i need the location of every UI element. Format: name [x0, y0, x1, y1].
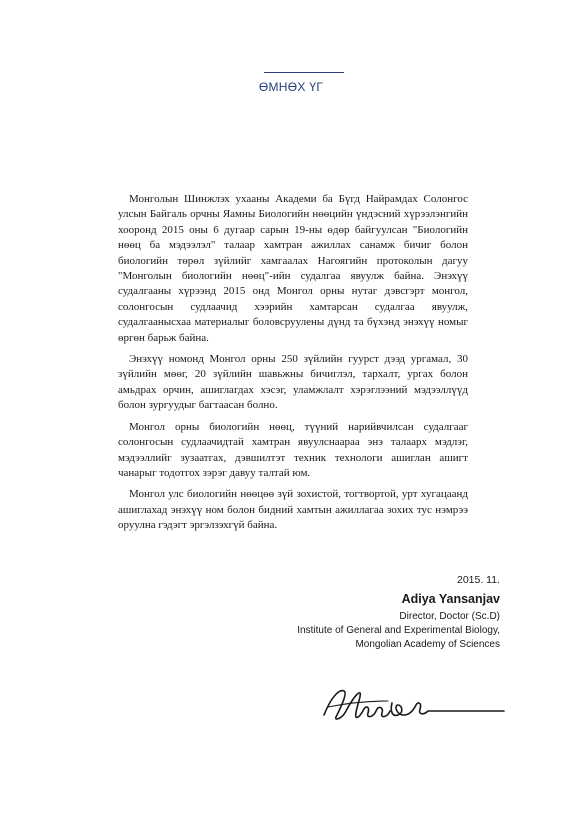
signature-date: 2015. 11.	[456, 574, 500, 586]
paragraph-2: Энэхүү номонд Монгол орны 250 зүйлийн гуурст дээд ургамал, 30 зүйлийн мөөг, 20 зүйлийн шавьжны бичиглэл, тархалт, ургах болон амьдрах орчин, ашиглагдах хэсэг, уламжлалт хэрэглээний мэдээллүүд болон зургуудыг багтаасан болно.	[118, 353, 468, 412]
signatory-name: Adiya Yansanjav	[401, 592, 500, 606]
paragraph-3: Монгол орны биологийн нөөц, түүний нарийвчилсан судалгааг солонгосын судлаачидтай хамтран явуулснаараа энэ талаарх мэдлэг, мэдээллийг зузаатгах, дэвшилтэт техник технологи ашиглан ашигт чанарыг тодотгох зэрэг давуу талтай юм.	[118, 420, 468, 479]
page-title: ӨМНӨХ ҮГ	[258, 80, 324, 94]
signature-block	[240, 574, 500, 652]
heading-rule	[264, 72, 344, 73]
paragraph-1: Монголын Шинжлэх ухааны Академи ба Бүгд Найрамдах Солонгос улсын Байгаль орчны Яамны Биологийн нөөцийн үндэсний хүрээлэнгийн хооронд 2015 оны 6 дугаар сарын 19-ны өдөр байгуулсан "Биологийн нөөц ба мэдээлэл" талаар хамтран ажиллах санамж бичиг болон биологийн төрөл зүйлийг хамгаалах Нагоягийн протоколын дагуу "Монголын биологийн нөөц"-ийн судалгаа явуулж байна. Энэхүү судалгааны хүрээнд 2015 онд Монгол орны нутаг дэвсгэрт монгол, солонгосын судлаачид хээрийн хамтарсан судалгаа явуулж, судалгаанысхаа материалыг боловсруулены дүнд та бүхэнд энэхүү номыг өргөн барьж байна.	[118, 193, 468, 344]
handwritten-signature	[318, 685, 508, 725]
signatory-institute: Institute of General and Experimental Biology,	[297, 625, 500, 636]
signatory-academy: Mongolian Academy of Sciences	[355, 639, 500, 650]
preface-body	[118, 192, 468, 540]
signatory-title: Director, Doctor (Sc.D)	[399, 611, 500, 622]
paragraph-4: Монгол улс биологийн нөөцөө зүй зохистой, тогтвортой, урт хугацаанд ашиглахад энэхүү ном болон бидний хамтын ажиллагаа зохих тус нэмрээ оруулна гэдэгт эргэлзэхгүй байна.	[118, 488, 468, 532]
